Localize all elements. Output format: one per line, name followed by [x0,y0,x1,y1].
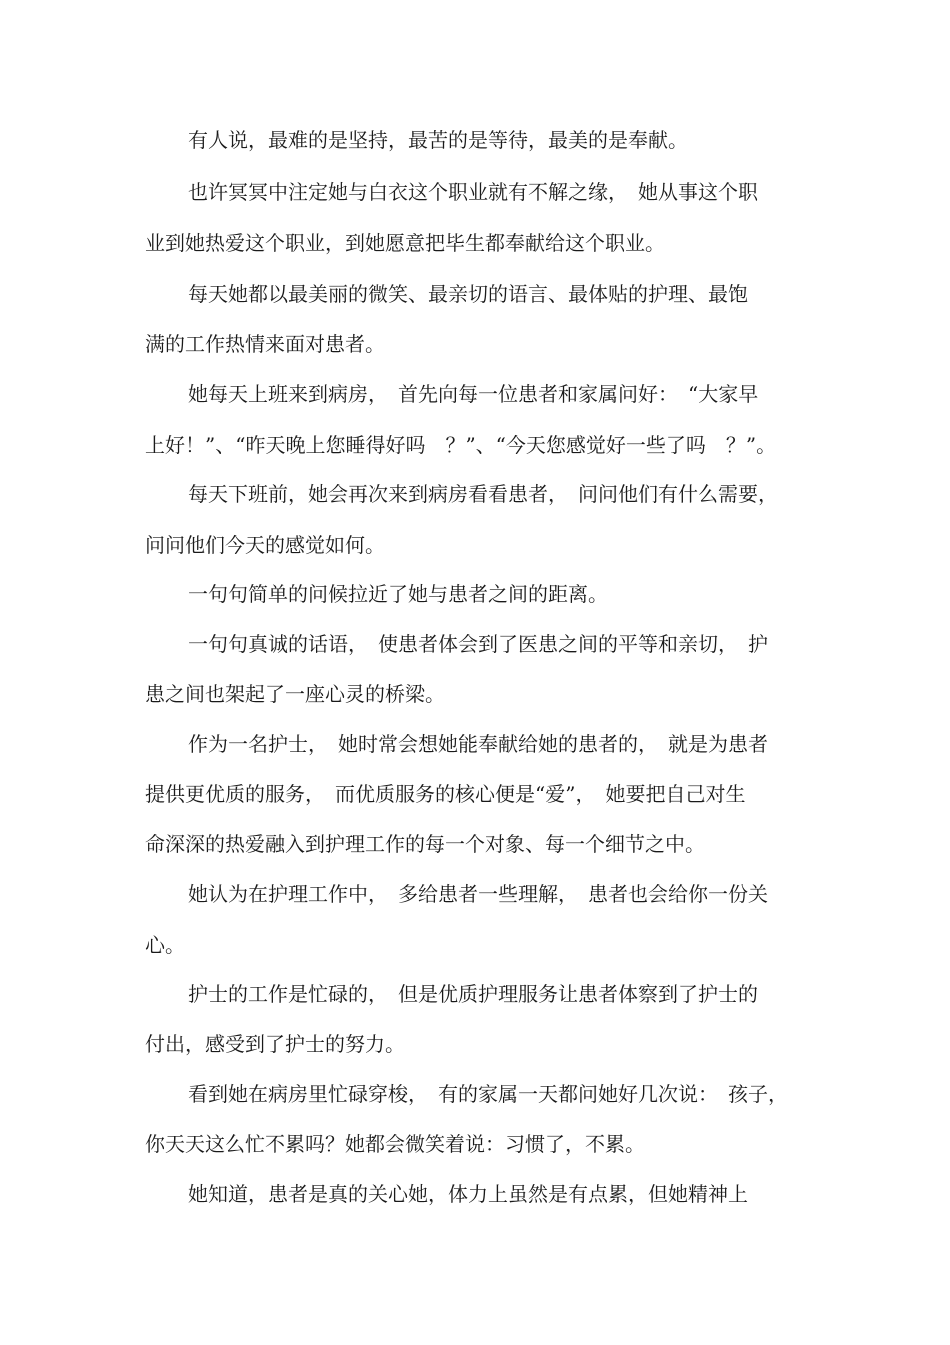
text-line-18: 护士的工作是忙碌的， 但是优质护理服务让患者体察到了护士的 [188,982,758,1006]
text-line-17: 心。 [145,933,185,957]
text-line-22: 她知道，患者是真的关心她，体力上虽然是有点累，但她精神上 [188,1182,748,1206]
text-line-11: 一句句真诚的话语， 使患者体会到了医患之间的平等和亲切， 护 [188,632,768,656]
text-line-5: 满的工作热情来面对患者。 [145,332,385,356]
text-line-6: 她每天上班来到病房， 首先向每一位患者和家属问好： “大家早 [188,382,759,406]
text-line-1: 有人说，最难的是坚持，最苦的是等待，最美的是奉献。 [188,128,688,152]
text-line-19: 付出，感受到了护士的努力。 [145,1032,405,1056]
text-line-8: 每天下班前，她会再次来到病房看看患者， 问问他们有什么需要， [188,482,778,506]
text-line-7: 上好！”、“昨天晚上您睡得好吗 ？”、“今天您感觉好一些了吗 ？”。 [145,433,777,457]
text-line-10: 一句句简单的问候拉近了她与患者之间的距离。 [188,582,608,606]
text-line-2: 也许冥冥中注定她与白衣这个职业就有不解之缘， 她从事这个职 [188,180,758,204]
text-line-21: 你天天这么忙不累吗？她都会微笑着说：习惯了，不累。 [145,1132,645,1156]
text-line-3: 业到她热爱这个职业，到她愿意把毕生都奉献给这个职业。 [145,231,665,255]
text-line-9: 问问他们今天的感觉如何。 [145,533,385,557]
text-line-15: 命深深的热爱融入到护理工作的每一个对象、每一个细节之中。 [145,832,705,856]
text-line-4: 每天她都以最美丽的微笑、最亲切的语言、最体贴的护理、最饱 [188,282,748,306]
text-line-13: 作为一名护士， 她时常会想她能奉献给她的患者的， 就是为患者 [188,732,768,756]
text-line-12: 患之间也架起了一座心灵的桥梁。 [145,682,445,706]
text-line-16: 她认为在护理工作中， 多给患者一些理解， 患者也会给你一份关 [188,882,768,906]
text-line-14: 提供更优质的服务， 而优质服务的核心便是“爱”， 她要把自己对生 [145,782,746,806]
text-line-20: 看到她在病房里忙碌穿梭， 有的家属一天都问她好几次说： 孩子， [188,1082,788,1106]
